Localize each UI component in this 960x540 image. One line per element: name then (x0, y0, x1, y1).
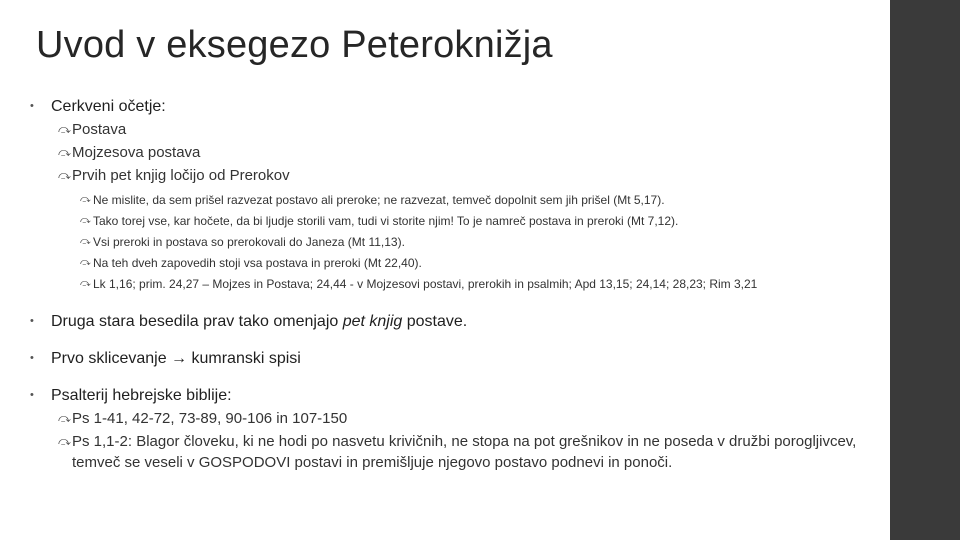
list-item-text: Prvih pet knjig ločijo od Prerokov (72, 167, 290, 184)
bullet-cerkveni-ocetje (30, 96, 870, 117)
quote-text: Lk 1,16; prim. 24,27 – Mojzes in Postava; 24,44 - v Mojzesovi postavi, prerokih in psalmih; Apd 13,15; 24,14; 28,23; Rim 3,21 (93, 277, 758, 291)
sub-bullet-icon: ⤼ (58, 411, 71, 425)
sub-bullet-icon: ⤼ (80, 257, 91, 268)
list-item (30, 408, 870, 429)
bullet-text: Druga stara besedila prav tako omenjajo (51, 313, 343, 330)
quote-item (30, 277, 870, 291)
quote-text: Vsi preroki in postava so prerokovali do Janeza (Mt 11,13). (93, 235, 405, 249)
quote-item (30, 214, 870, 228)
list-item (30, 142, 870, 163)
slide-title: Uvod v eksegezo Peteroknižja (36, 24, 553, 66)
list-item-text: Postava (72, 121, 127, 138)
list-item (30, 165, 870, 186)
bullet-prvo-sklicevanje (30, 348, 870, 369)
slide-content (30, 96, 870, 473)
quote-item (30, 193, 870, 207)
sub-bullet-icon: ⤼ (58, 122, 71, 136)
bullet-icon: • (30, 352, 34, 364)
list-item-text: Ps 1,1-2: Blagor človeku, ki ne hodi po nasvetu krivičnih, ne stopa na pot grešnikov in ne poseda v družbi porogljivcev, temveč se veseli v GOSPODOVI postavi in premišljuje njegovo postavo podnevi in ponoči. (72, 433, 857, 471)
sub-bullet-icon: ⤼ (80, 215, 91, 226)
decorative-sidebar (890, 0, 960, 540)
sub-bullet-icon: ⤼ (80, 278, 91, 289)
bullet-icon: • (30, 389, 34, 401)
bullet-text: Cerkveni očetje: (51, 98, 166, 115)
sub-bullet-icon: ⤼ (80, 236, 91, 247)
quote-text: Ne mislite, da sem prišel razvezat postavo ali preroke; ne razvezat, temveč dopolnit sem jih prišel (Mt 5,17). (93, 193, 665, 207)
bullet-text-end: postave. (402, 313, 468, 330)
list-item-text: Ps 1-41, 42-72, 73-89, 90-106 in 107-150 (72, 410, 348, 427)
bullet-druga-besedila (30, 311, 870, 332)
quote-item (30, 256, 870, 270)
quote-text: Na teh dveh zapovedih stoji vsa postava in preroki (Mt 22,40). (93, 256, 422, 270)
quote-item (30, 235, 870, 249)
sub-bullet-icon: ⤼ (58, 434, 71, 448)
bullet-icon: • (30, 315, 34, 327)
bullet-icon: • (30, 100, 34, 112)
bullet-text: Psalterij hebrejske biblije: (51, 387, 232, 404)
bullet-psalterij (30, 385, 870, 406)
list-item (30, 119, 870, 140)
sub-bullet-icon: ⤼ (80, 194, 91, 205)
list-item (30, 431, 870, 473)
quote-text: Tako torej vse, kar hočete, da bi ljudje storili vam, tudi vi storite njim! To je namreč postava in preroki (Mt 7,12). (93, 214, 679, 228)
bullet-text: Prvo sklicevanje → kumranski spisi (51, 350, 301, 367)
sub-bullet-icon: ⤼ (58, 145, 71, 159)
bullet-emphasis: pet knjig (342, 313, 403, 330)
sub-bullet-icon: ⤼ (58, 168, 71, 182)
list-item-text: Mojzesova postava (72, 144, 201, 161)
